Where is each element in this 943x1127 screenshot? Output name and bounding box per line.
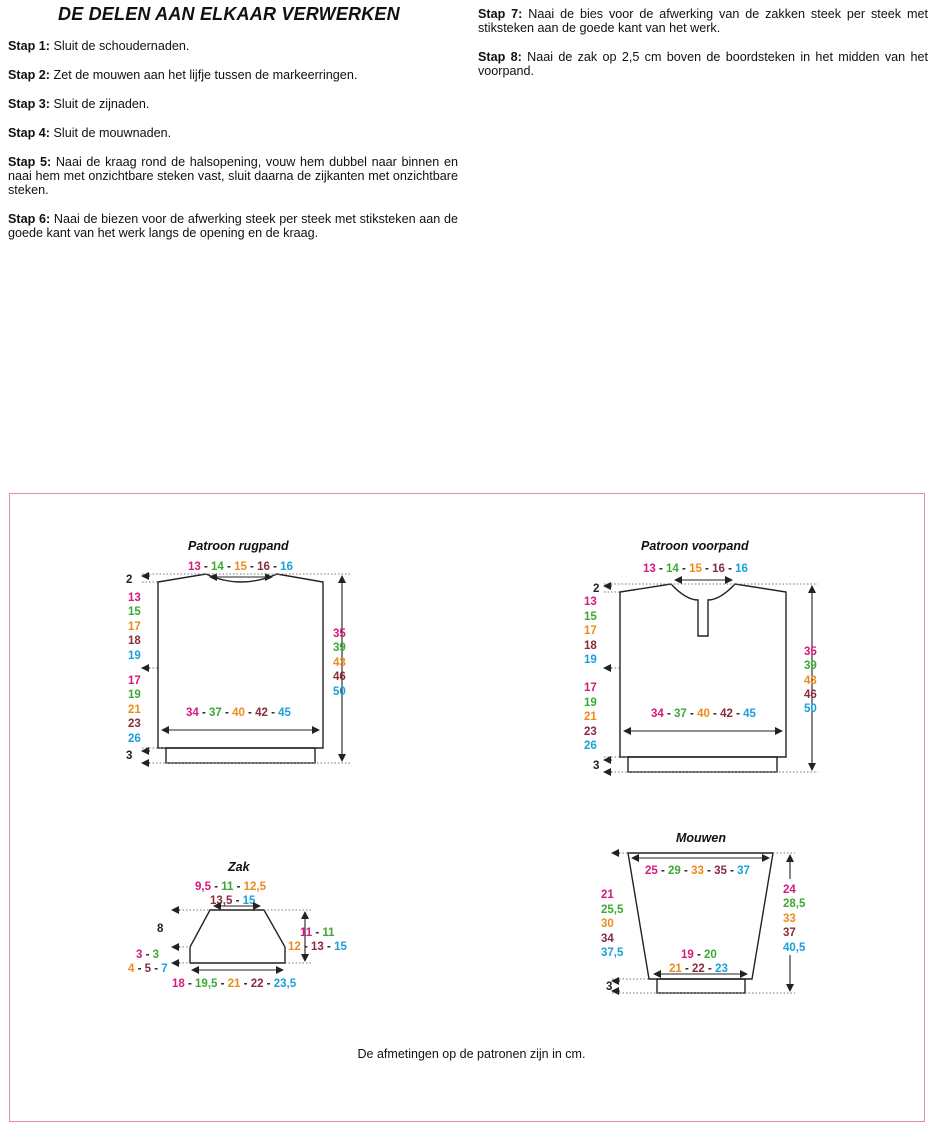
step-text: Naai de biezen voor de afwerking steek per steek met stiksteken aan de goede kant van het werk langs de opening en de kraag. [8,212,458,240]
side-value: 23 [128,718,141,730]
armhole-value: 13 [128,592,141,604]
sleeve-left-value: 25,5 [601,904,624,916]
length-value: 35 [333,628,346,640]
sleeve-left-value: 30 [601,918,614,930]
side-value: 17 [128,675,141,687]
length-value: 43 [333,657,346,669]
sleeve-right-value: 33 [783,913,796,925]
side-value: 23 [584,726,597,738]
step-text: Naai de kraag rond de halsopening, vouw hem dubbel naar binnen en naai hem met onzichtbare steken vast, sluit daarna de zijkanten met onzichtbare steken. [8,155,458,197]
step-label: Stap 2: [8,68,50,82]
length-value: 46 [804,689,817,701]
neck-width-label: 13 - 14 - 15 - 16 - 16 [643,563,748,575]
step-label: Stap 3: [8,97,50,111]
sleeve-left-value: 21 [601,889,614,901]
step-text: Zet de mouwen aan het lijfje tussen de markeerringen. [50,68,358,82]
side-value: 21 [128,704,141,716]
side-value: 26 [128,733,141,745]
sleeve-right-value: 37 [783,927,796,939]
bottom-a-label: 19 - 20 [681,949,717,961]
sleeve-left-value: 37,5 [601,947,624,959]
shoulder-label: 2 [126,574,133,586]
top-width-label: 25 - 29 - 33 - 35 - 37 [645,865,750,877]
right-a-label: 11 - 11 [300,927,335,939]
width-label: 34 - 37 - 40 - 42 - 45 [186,707,291,719]
bottom-b-label: 21 - 22 - 23 [669,963,728,975]
rib-label: 3 [126,750,133,762]
step-text: Sluit de zijnaden. [50,97,150,111]
armhole-value: 18 [584,640,597,652]
top-outer-label: 9,5 - 11 - 12,5 [195,881,267,893]
diagram-title: Zak [228,860,250,874]
armhole-value: 18 [128,635,141,647]
side-value: 17 [584,682,597,694]
diagram-voorpand [584,539,818,772]
armhole-value: 17 [128,621,141,633]
width-label: 34 - 37 - 40 - 42 - 45 [651,708,756,720]
step-text: Sluit de mouwnaden. [50,126,172,140]
height-label: 8 [157,923,164,935]
diagram-rugpand [126,539,350,763]
step-text: Sluit de schoudernaden. [50,39,190,53]
step-text: Naai de zak op 2,5 cm boven de boordsteken in het midden van het voorpand. [478,50,928,78]
step-label: Stap 6: [8,212,51,226]
sleeve-left-value: 34 [601,933,614,945]
diagram-title: Mouwen [676,831,726,845]
armhole-labels [584,596,597,666]
side-value: 19 [584,697,597,709]
mouw-rib [657,979,745,993]
length-value: 50 [804,703,817,715]
sleeve-right-value: 40,5 [783,942,806,954]
footnote: De afmetingen op de patronen zijn in cm. [357,1047,586,1061]
side-labels [584,682,597,752]
diagram-title: Patroon rugpand [188,539,289,553]
step-text: Naai de bies voor de afwerking van de zakken steek per steek met stiksteken aan de goede kant van het werk. [478,7,928,35]
bottom-label: 18 - 19,5 - 21 - 22 - 23,5 [172,978,297,990]
left-labels [601,889,624,959]
voorpand-rib [628,757,777,772]
neck-width-label: 13 - 14 - 15 - 16 - 16 [188,561,293,573]
page-heading: DE DELEN AAN ELKAAR VERWERKEN [58,4,400,24]
length-value: 35 [804,646,817,658]
side-value: 26 [584,740,597,752]
armhole-value: 13 [584,596,597,608]
armhole-value: 19 [584,654,597,666]
rugpand-outline [158,574,323,748]
armhole-labels [128,592,141,662]
step-label: Stap 4: [8,126,50,140]
rib-label: 3 [593,760,600,772]
diagram-title: Patroon voorpand [641,539,749,553]
right-b-label: 12 - 13 - 15 [288,941,347,953]
length-value: 46 [333,671,346,683]
armhole-value: 17 [584,625,597,637]
length-value: 39 [333,642,346,654]
side-labels [128,675,141,745]
right-labels [783,884,806,954]
diagram-mouwen [601,831,806,993]
left-b-label: 4 - 5 - 7 [128,963,168,975]
zak-outline [190,910,285,963]
side-value: 19 [128,689,141,701]
length-labels [804,646,817,715]
step-label: Stap 1: [8,39,50,53]
step-label: Stap 5: [8,155,52,169]
step-label: Stap 8: [478,50,522,64]
top-inner-label: 13,5 - 15 [210,895,256,907]
step-label: Stap 7: [478,7,523,21]
side-value: 21 [584,711,597,723]
armhole-value: 15 [128,606,141,618]
shoulder-label: 2 [593,583,600,595]
length-value: 39 [804,660,817,672]
diagram-zak [128,860,347,990]
rugpand-rib [166,748,315,763]
length-labels [333,628,346,698]
left-a-label: 3 - 3 [136,949,160,961]
sleeve-right-value: 24 [783,884,796,896]
rib-label: 3 [606,981,613,993]
length-value: 50 [333,686,346,698]
length-value: 43 [804,675,817,687]
armhole-value: 15 [584,611,597,623]
sleeve-right-value: 28,5 [783,898,806,910]
armhole-value: 19 [128,650,141,662]
